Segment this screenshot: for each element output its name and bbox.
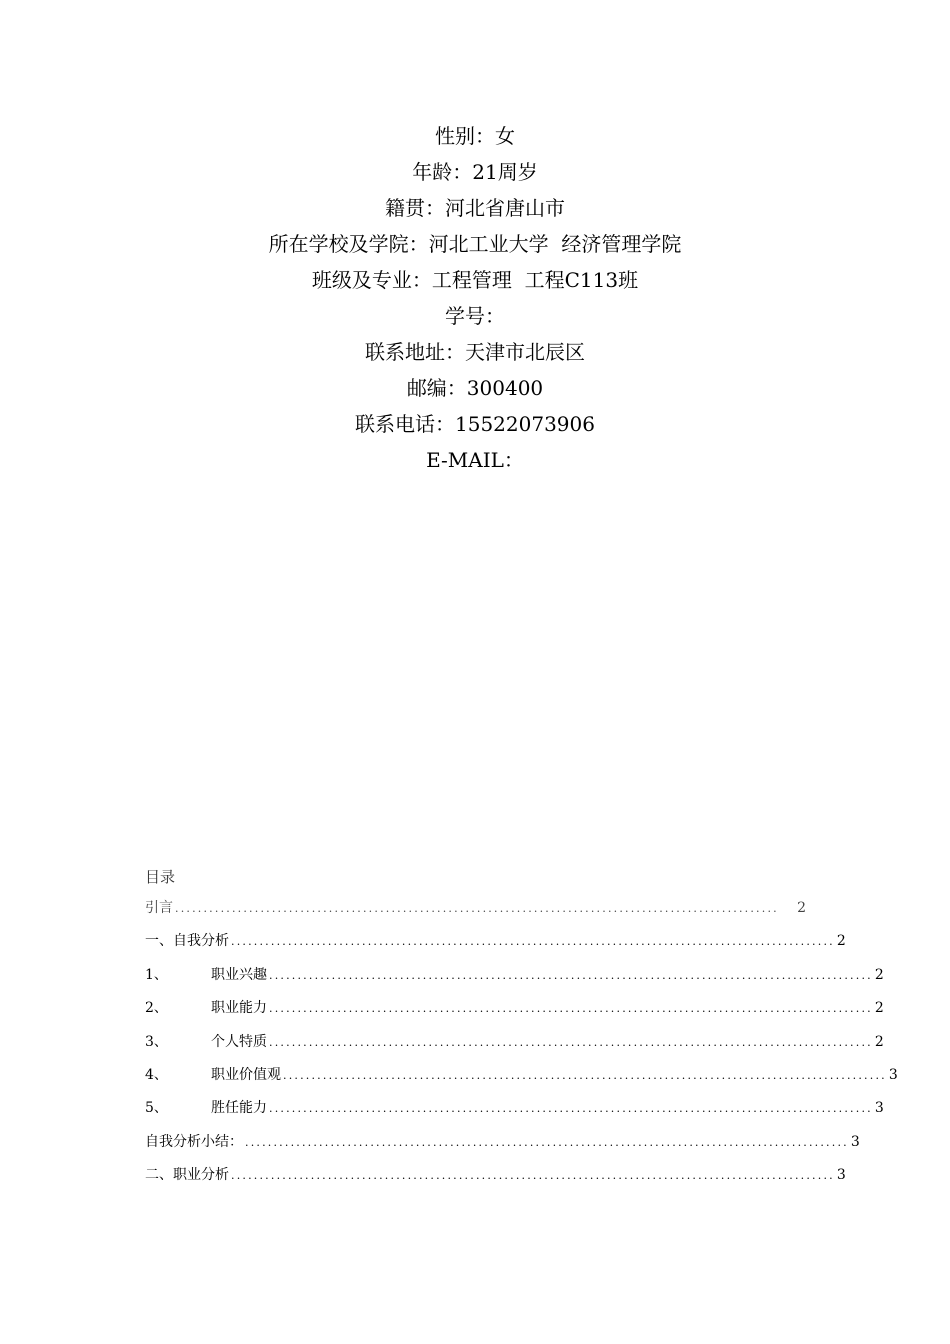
toc-entry-label: 引言 <box>145 900 173 916</box>
toc-entry-page: 2 <box>874 1033 884 1050</box>
gender-line: 性别：女 <box>435 124 515 148</box>
toc-entry-label: 胜任能力 <box>211 1100 267 1117</box>
toc-entry[interactable] <box>145 925 846 958</box>
age-line: 年龄：21周岁 <box>412 160 538 184</box>
toc-entry-number: 5、 <box>145 1100 168 1117</box>
address-line: 联系地址：天津市北辰区 <box>365 340 585 364</box>
toc-leader-dots: .......................................................................................................... <box>175 902 779 915</box>
toc-entry[interactable] <box>145 1026 884 1059</box>
personal-info <box>0 118 950 478</box>
toc-entry-page: 2 <box>836 933 846 950</box>
toc-leader-dots: .......................................................................................................... <box>231 935 835 949</box>
toc-leader-dots: .......................................................................................................... <box>283 1068 887 1082</box>
toc-entry-page: 3 <box>850 1133 860 1150</box>
toc-entry-label: 职业兴趣 <box>211 966 267 983</box>
toc-entry-label: 职业价值观 <box>211 1066 281 1083</box>
toc-entry-label: 二、职业分析 <box>145 1167 229 1184</box>
email-line: E-MAIL： <box>426 448 524 472</box>
toc-entry-page: 2 <box>874 1000 884 1017</box>
school-line: 所在学校及学院：河北工业大学 经济管理学院 <box>268 232 682 256</box>
toc-entry[interactable] <box>145 1159 846 1192</box>
toc-leader-dots: .......................................................................................................... <box>269 968 873 982</box>
toc-entry-label: 个人特质 <box>211 1033 267 1050</box>
toc-entry-number: 2、 <box>145 1000 168 1017</box>
toc-leader-dots: .......................................................................................................... <box>269 1102 873 1116</box>
toc-title: 目录 <box>145 868 176 886</box>
table-of-contents <box>145 862 898 1193</box>
toc-entry[interactable] <box>145 1092 884 1125</box>
toc-entry-page: 3 <box>888 1066 898 1083</box>
hometown-line: 籍贯：河北省唐山市 <box>385 196 565 220</box>
toc-entry-page: 3 <box>874 1100 884 1117</box>
toc-leader-dots: .......................................................................................................... <box>269 1002 873 1016</box>
toc-entry-label: 一、自我分析 <box>145 933 229 950</box>
toc-entry-page: 2 <box>874 966 884 983</box>
toc-entry-number: 4、 <box>145 1066 168 1083</box>
postcode-line: 邮编：300400 <box>406 376 544 400</box>
toc-entry[interactable] <box>145 1126 860 1159</box>
toc-leader-dots: .......................................................................................................... <box>245 1135 849 1149</box>
class-major-line: 班级及专业：工程管理 工程C113班 <box>311 268 639 292</box>
toc-entry-label: 职业能力 <box>211 1000 267 1017</box>
toc-entry-label: 自我分析小结： <box>145 1133 243 1150</box>
toc-entry-number: 3、 <box>145 1033 168 1050</box>
toc-entry-number: 1、 <box>145 966 168 983</box>
toc-leader-dots: .......................................................................................................... <box>269 1035 873 1049</box>
toc-entry-page: 3 <box>836 1167 846 1184</box>
toc-entry[interactable] <box>145 992 884 1025</box>
toc-entry[interactable] <box>145 892 806 925</box>
phone-line: 联系电话：15522073906 <box>355 412 595 436</box>
toc-entry[interactable] <box>145 1059 898 1092</box>
toc-leader-dots: .......................................................................................................... <box>231 1169 835 1183</box>
student-id-line: 学号： <box>445 304 505 328</box>
toc-entry-page: 2 <box>797 900 806 916</box>
toc-entry[interactable] <box>145 959 884 992</box>
